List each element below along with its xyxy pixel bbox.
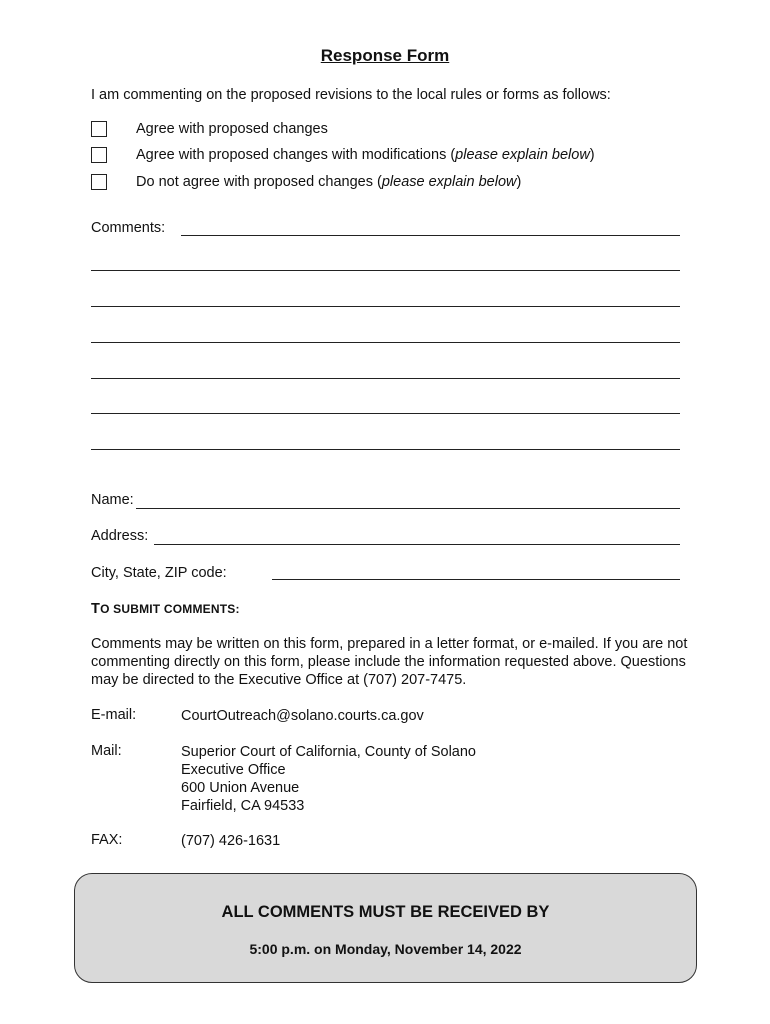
comments-label: Comments:	[91, 220, 166, 236]
option-modifications-italic: please explain below	[455, 147, 590, 163]
option-agree-label: Agree with proposed changes	[136, 121, 328, 137]
intro-text: I am commenting on the proposed revisions to the local rules or forms as follows:	[91, 87, 611, 103]
fax-number: (707) 426-1631	[181, 833, 281, 849]
deadline-box	[74, 873, 697, 983]
submit-heading	[91, 601, 240, 617]
comments-line-2[interactable]	[91, 270, 680, 271]
page-title: Response Form	[320, 46, 450, 65]
name-field[interactable]	[136, 508, 680, 509]
submit-heading-rest: O SUBMIT COMMENTS:	[100, 602, 240, 616]
email-label: E-mail:	[91, 707, 137, 723]
checkbox-disagree[interactable]	[91, 174, 107, 190]
city-state-zip-label: City, State, ZIP code:	[91, 565, 227, 581]
city-state-zip-field[interactable]	[272, 579, 680, 580]
deadline-date: 5:00 p.m. on Monday, November 14, 2022	[249, 941, 522, 957]
comments-line-4[interactable]	[91, 342, 680, 343]
comments-line-5[interactable]	[91, 378, 680, 379]
mail-line: Executive Office	[181, 762, 286, 778]
checkbox-agree-with-modifications[interactable]	[91, 147, 107, 163]
comments-line-7[interactable]	[91, 449, 680, 450]
fax-label: FAX:	[91, 832, 123, 848]
option-modifications-suffix: )	[589, 147, 595, 163]
comments-line-6[interactable]	[91, 413, 680, 414]
address-label: Address:	[91, 528, 149, 544]
option-modifications-label: Agree with proposed changes with modifications (	[136, 147, 456, 163]
mail-label: Mail:	[91, 743, 122, 759]
comments-line-3[interactable]	[91, 306, 680, 307]
option-agree[interactable]	[91, 121, 328, 137]
option-disagree-label: Do not agree with proposed changes (	[136, 174, 382, 190]
mail-line: Superior Court of California, County of Solano	[181, 744, 476, 760]
address-field[interactable]	[154, 544, 680, 545]
submit-instructions: Comments may be written on this form, prepared in a letter format, or e-mailed. If you are not commenting directly on this form, please include the information requested above. Questions may be directed to the Executive Office at (707) 207-7475.	[91, 636, 688, 688]
submit-heading-initial: T	[91, 601, 101, 617]
option-disagree-suffix: )	[516, 174, 522, 190]
checkbox-agree[interactable]	[91, 121, 107, 137]
mail-line: 600 Union Avenue	[181, 780, 300, 796]
comments-line-1[interactable]	[181, 235, 680, 236]
option-agree-with-modifications[interactable]	[91, 147, 595, 163]
mail-line: Fairfield, CA 94533	[181, 798, 305, 814]
option-disagree[interactable]	[91, 174, 521, 190]
mail-address	[181, 743, 476, 815]
email-address[interactable]: CourtOutreach@solano.courts.ca.gov	[181, 708, 424, 724]
deadline-heading: ALL COMMENTS MUST BE RECEIVED BY	[221, 903, 550, 921]
option-disagree-italic: please explain below	[381, 174, 517, 190]
name-label: Name:	[91, 492, 134, 508]
